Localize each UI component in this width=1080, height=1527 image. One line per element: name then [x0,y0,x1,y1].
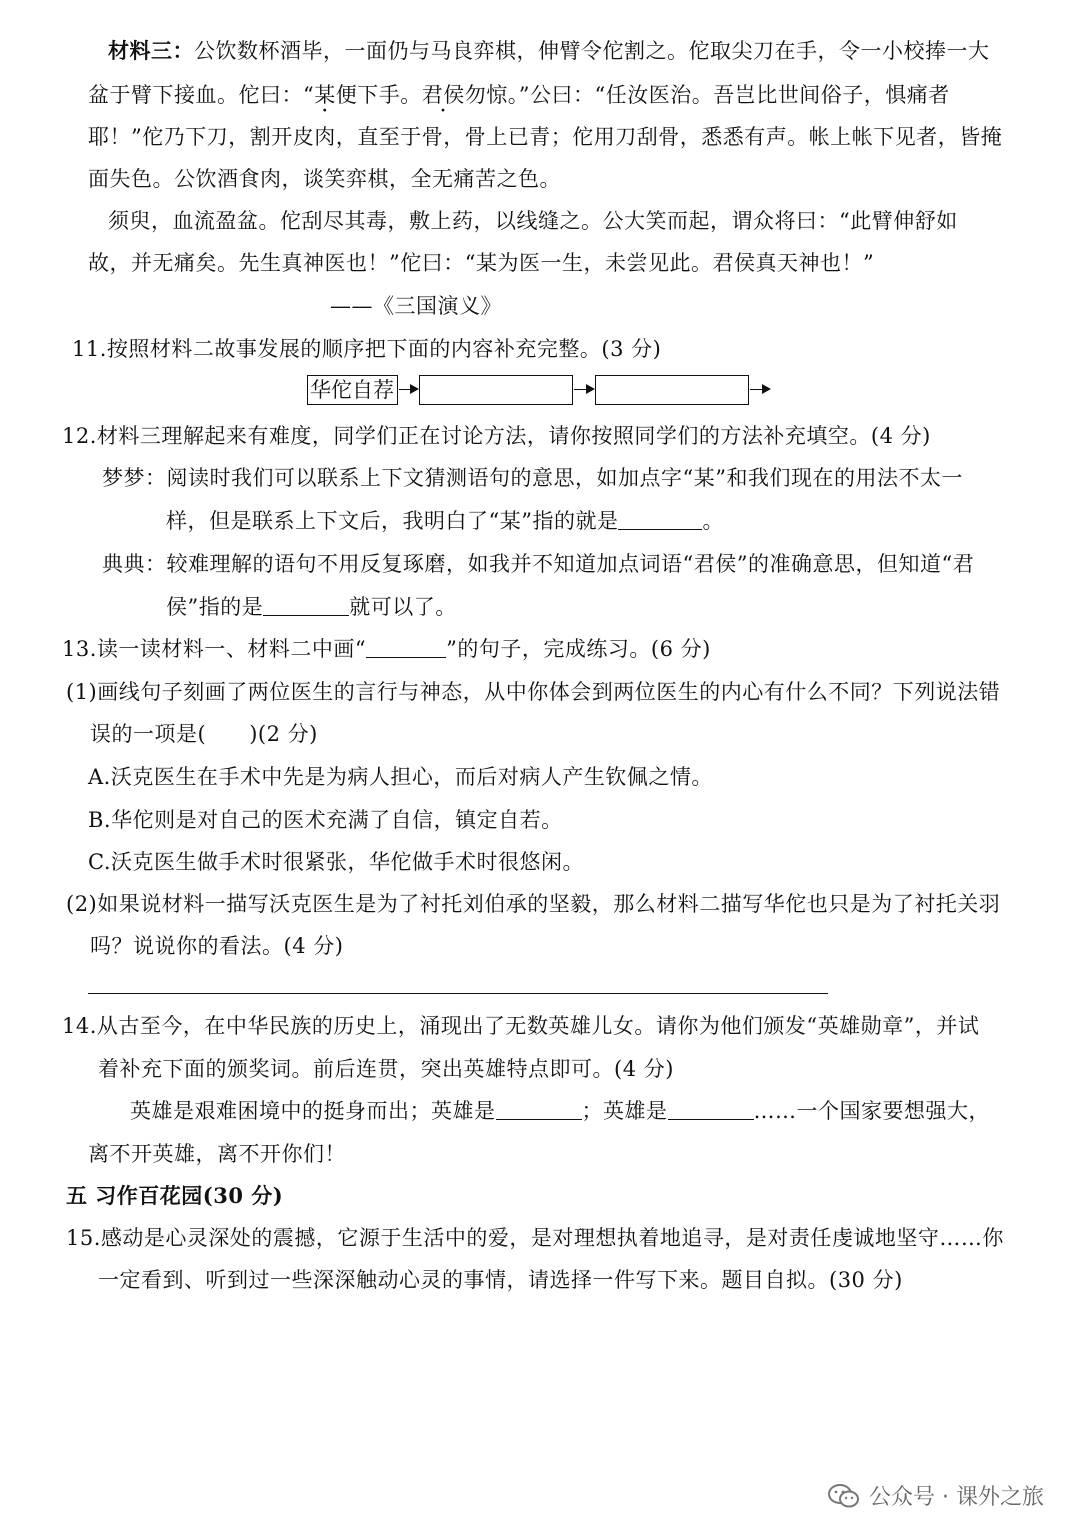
q13-option-c: C.沃克医生做手术时很紧张，华佗做手术时很悠闲。 [88,850,584,874]
q13-sub1-line1: (1)画线句子刻画了两位医生的言行与神态，从中你体会到两位医生的内心有什么不同？下列说法错 [66,680,1001,704]
q12-blank-1[interactable] [618,509,702,530]
flow-arrow-2 [574,389,593,390]
q12-blank-2[interactable] [263,595,349,616]
material3-line6: 故，并无痛矣。先生真神医也！”佗曰：“某为医一生，未尝见此。君侯真天神也！” [88,251,875,275]
question-11: 11.按照材料二故事发展的顺序把下面的内容补充完整。(3 分) [72,337,662,361]
q13-underline-sample [366,637,446,658]
q14-blank-2[interactable] [668,1099,754,1120]
question-14-line1: 14.从古至今，在中华民族的历史上，涌现出了无数英雄儿女。请你为他们颁发“英雄勋章”，并试 [62,1014,980,1038]
question-14-line2: 着补充下面的颁奖词。前后连贯，突出英雄特点即可。(4 分) [98,1057,674,1081]
q14-award-line2: 离不开英雄，离不开你们！ [88,1142,346,1166]
q13-answer-line[interactable] [88,993,828,994]
question-15-line1: 15.感动是心灵深处的震撼，它源于生活中的爱，是对理想执着地追寻，是对责任虔诚地坚守……你 [66,1226,1004,1250]
material3-source: ——《三国演义》 [330,294,502,318]
flow-box-1 [307,375,398,405]
material3-line3: 耶！”佗乃下刀，割开皮肉，直至于骨，骨上已青；佗用刀刮骨，悉悉有声。帐上帐下见者，皆掩 [88,125,1003,149]
material3-line4: 面失色。公饮酒食肉，谈笑弈棋，全无痛苦之色。 [88,167,561,191]
q14-award-line1: 英雄是艰难困境中的挺身而出；英雄是 ；英雄是 ……一个国家要想强大， [130,1099,990,1123]
flow-box-3-answer[interactable] [595,375,749,405]
question-12: 12.材料三理解起来有难度，同学们正在讨论方法，请你按照同学们的方法补充填空。(4 分) [62,424,931,448]
flow-arrow-1 [399,389,417,390]
q13-option-a: A.沃克医生在手术中先是为病人担心，而后对病人产生钦佩之情。 [88,765,713,789]
question-15-line2: 一定看到、听到过一些深深触动心灵的事情，请选择一件写下来。题目自拟。(30 分) [98,1268,903,1292]
flow-box-1-label: 华佗自荐 [310,378,394,402]
material3-line5: 须臾，血流盈盆。佗刮尽其毒，敷上药，以线缝之。公大笑而起，谓众将曰：“此臂伸舒如 [108,209,958,233]
question-13: 13.读一读材料一、材料二中画“ ”的句子，完成练习。(6 分) [62,637,711,661]
material3-line2: 盆于臂下接血。佗曰：“某便下手。君侯勿惊。”公曰：“任汝医治。吾岂比世间俗子，惧痛者 [88,83,950,107]
material3-line1: 材料三：公饮数杯酒毕，一面仍与马良弈棋，伸臂令佗割之。佗取尖刀在手，令一小校捧一大 [108,38,990,63]
q12-mengmeng-line2: 样，但是联系上下文后，我明白了“某”指的就是 。 [166,509,724,533]
q13-option-b: B.华佗则是对自己的医术充满了自信，镇定自若。 [88,808,563,832]
q12-mengmeng-line1: 梦梦：阅读时我们可以联系上下文猜测语句的意思，如加点字“某”和我们现在的用法不太一 [102,466,963,490]
flow-box-2-answer[interactable] [419,375,573,405]
material3-label: 材料三： [108,38,194,63]
q13-sub2-line1: (2)如果说材料一描写沃克医生是为了衬托刘伯承的坚毅，那么材料二描写华佗也只是为了衬托关羽 [66,892,1001,916]
section-5-title: 五 习作百花园(30 分) [66,1183,284,1208]
dotted-word-junhou: 君侯 [421,83,465,107]
q13-sub1-line2: 误的一项是( )(2 分) [90,722,318,746]
watermark-text: 公众号 · 课外之旅 [869,1485,1044,1510]
dotted-char-mou: 某 [314,83,336,107]
wechat-icon [827,1483,861,1509]
watermark [827,1480,1044,1511]
q14-blank-1[interactable] [496,1099,582,1120]
flow-arrow-3 [750,389,769,390]
q12-diandian-line1: 典典：较难理解的语句不用反复琢磨，如我并不知道加点词语“君侯”的准确意思，但知道“君 [102,552,975,576]
q12-diandian-line2: 侯”指的是 就可以了。 [166,595,457,619]
q13-sub2-line2: 吗？说说你的看法。(4 分) [90,934,344,958]
